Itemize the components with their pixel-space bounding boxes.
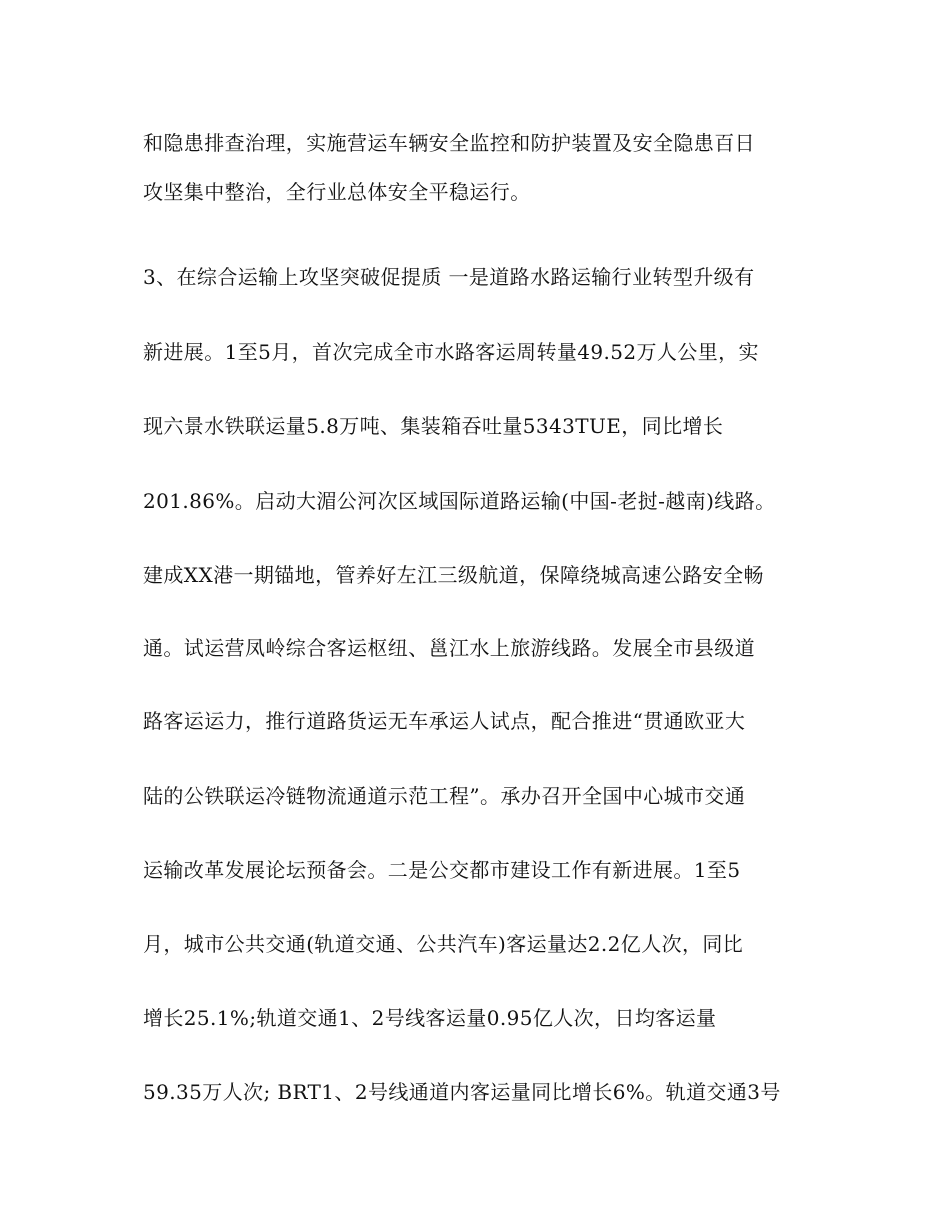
text-line: 增长25.1%;轨道交通1、2号线客运量0.95亿人次，日均客运量 bbox=[143, 1006, 717, 1030]
text-line: 月，城市公共交通(轨道交通、公共汽车)客运量达2.2亿人次，同比 bbox=[143, 932, 744, 956]
text-line: 陆的公铁联运冷链物流通道示范工程”。承办召开全国中心城市交通 bbox=[143, 784, 746, 808]
text-line: 通。试运营凤岭综合客运枢纽、邕江水上旅游线路。发展全市县级道 bbox=[143, 636, 755, 660]
text-line: 59.35万人次; BRT1、2号线通道内客运量同比增长6%。轨道交通3号 bbox=[143, 1080, 781, 1104]
text-line: 现六景水铁联运量5.8万吨、集装箱吞吐量5343TUE，同比增长 bbox=[143, 414, 724, 438]
text-line: 和隐患排查治理，实施营运车辆安全监控和防护装置及安全隐患百日 bbox=[143, 131, 755, 155]
text-line: 路客运运力，推行道路货运无车承运人试点，配合推进“贯通欧亚大 bbox=[143, 709, 746, 733]
section-heading-line: 3、在综合运输上攻坚突破促提质 一是道路水路运输行业转型升级有 bbox=[143, 265, 755, 289]
text-line: 新进展。1至5月，首次完成全市水路客运周转量49.52万人公里，实 bbox=[143, 340, 759, 364]
text-line: 201.86%。启动大湄公河次区域国际道路运输(中国-老挝-越南)线路。 bbox=[143, 489, 776, 513]
text-line: 运输改革发展论坛预备会。二是公交都市建设工作有新进展。1至5 bbox=[143, 858, 741, 882]
text-line: 攻坚集中整治，全行业总体安全平稳运行。 bbox=[143, 180, 531, 204]
text-line: 建成XX港一期锚地，管养好左江三级航道，保障绕城高速公路安全畅 bbox=[143, 563, 764, 587]
